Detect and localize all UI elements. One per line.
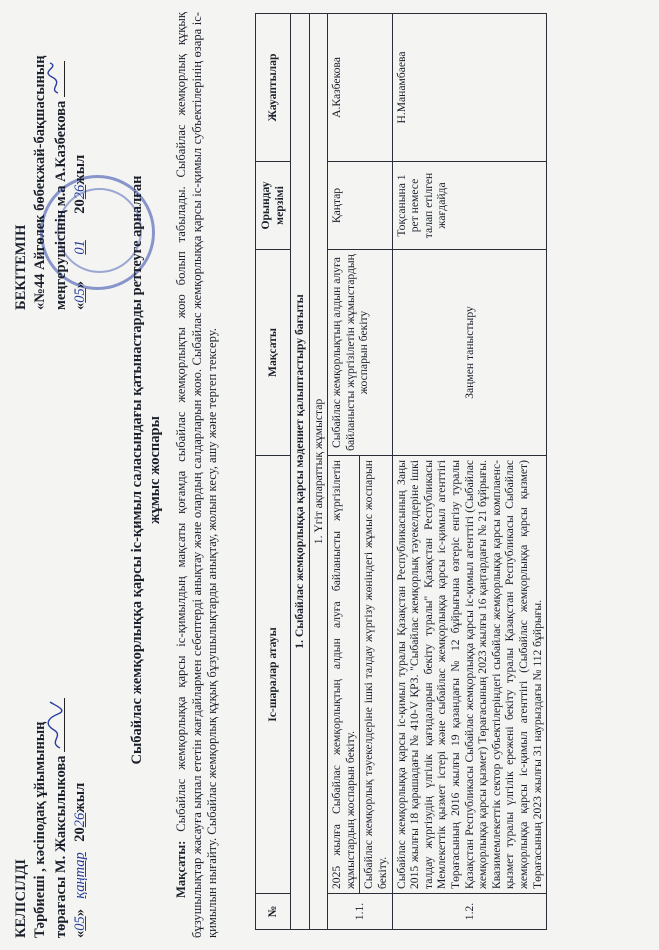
approval-right-heading: БЕКІТЕМІН — [13, 224, 29, 310]
document-title: Сыбайлас жемқорлыққа қарсы іс-қимыл саласындағы қатынастарды реттеуге арналған жұмыс жоспары — [129, 175, 163, 765]
row-responsible: А.Казбекова — [328, 14, 392, 162]
plan-table-wrap — [255, 14, 547, 930]
row-responsible: Н.Манамбаева — [392, 14, 547, 162]
row-deadline: Қаңтар — [328, 162, 392, 250]
signature-right-icon — [50, 61, 65, 97]
header-responsible: Жауаптылар — [256, 14, 291, 162]
subsection-row — [309, 14, 328, 930]
row-goal: Сыбайлас жемқорлықтың алдын алуға байланысты жүргізілетін жұмыстардың жоспарын бекіту — [328, 250, 392, 456]
table-row — [328, 14, 360, 930]
approval-left-name: М. Жаксылыкова — [53, 755, 69, 874]
row-event: Сыбайлас жемқорлық тәуекелдеріне ішкі талдау жүргізу жөніндегі жұмыс жоспарын бекіту. — [360, 456, 392, 894]
purpose-text: Сыбайлас жемқорлыққа қарсы іс-қимылдың мақсаты қоғамда сыбайлас жемқорлықты жою болып табылады. Сыбайлас жемқорлық құқық бұзушылықтар жасауға ықпал ететін жағдайлармен себептерді анықтау және олардың салдарларын жою. Сыбайлас жемқорлыққа қарсы іс-қимыл субъектілерінің өзара іс-қимылын нығайту. Сыбайлас жемқорлық құқық бұзушылықтарды анықтау, жолын кесу, ашу және тергеп тексеру. — [174, 12, 220, 938]
row-event: Сыбайлас жемқорлыққа қарсы іс-қимыл туралы Қазақстан Республикасының Заңы 2015 жылғы 18 қарашадағы № 410-V ҚРЗ. "Сыбайлас жемқорлық тәуекелдеріне ішкі талдау жүргізудің үлгілік қағидаларын бекіту туралы" Қазақстан Республикасы Мемлекеттік қызмет істері және сыбайлас жемқорлыққа қарсы іс-қимыл агенттігі Төрағасының 2016 жылғы 19 қазандағы № 12 бұйрығына өзгеріс енгізу туралы Қазақстан Республикасы Сыбайлас жемқорлыққа қарсы іс-қимыл агенттігі (Сыбайлас жемқорлыққа қарсы қызмет) Төрағасының 2023 жылғы 16 қаңтардағы № 21 бұйрығы. Квазимемлекеттік сектор субъектілеріндегі сыбайлас жемқорлыққа қарсы комплаенс-қызмет туралы үлгілік ережені бекіту туралы Қазақстан Республикасы Сыбайлас жемқорлыққа қарсы іс-қимыл агенттігі (Сыбайлас жемқорлыққа қарсы қызмет) Төрағасының 2023 жылғы 31 наурыздағы № 112 бұйрығы. — [392, 456, 547, 894]
table-header-row — [256, 14, 291, 930]
header-event: Іс-шаралар атауы — [256, 456, 291, 894]
section-title: 1. Сыбайлас жемқорлыққа қарсы мәдениет қалыптастыру бағыты — [291, 14, 310, 930]
approval-right — [12, 10, 90, 310]
section-row — [291, 14, 310, 930]
approval-left-heading: КЕЛІСІЛДІ — [13, 859, 29, 938]
table-row — [392, 14, 547, 930]
approval-left-date: «05» қаңтар 2026жыл — [72, 782, 88, 938]
purpose-paragraph — [174, 12, 221, 938]
row-event: 2025 жылға Сыбайлас жемқорлықтың алдын алуға байланысты жүргізілетін жұмыстардың жоспарын бекіту. — [328, 456, 360, 894]
header-deadline: Орындау мерзімі — [256, 162, 291, 250]
row-deadline: Тоқсанына 1 рет немесе талап етілген жағдайда — [392, 162, 547, 250]
approval-right-name: А.Казбекова — [53, 100, 69, 182]
row-number: 1.2. — [392, 894, 547, 930]
header-no: № — [256, 894, 291, 930]
row-goal: Заңмен таныстыру — [392, 250, 547, 456]
approval-right-line1: «№44 Айгөлек бөбекжай-бақшасының — [32, 55, 48, 310]
approval-left-line1: Тәрбиешi , кәсiподақ ұйымының — [32, 721, 48, 938]
header-goal: Мақсаты — [256, 250, 291, 456]
purpose-label: Мақсаты: — [174, 840, 188, 898]
signature-left-icon — [50, 698, 65, 752]
plan-table — [255, 13, 547, 930]
approval-right-line2: меңгерушісінің м.а А.Казбекова — [50, 10, 71, 310]
approval-left-line2: төрағасы М. Жаксылыкова — [50, 638, 71, 938]
approval-right-date: «05» 01 2026жыл — [72, 154, 88, 310]
subsection-title: 1. Үгіт ақпараттық жұмыстар — [309, 14, 328, 930]
row-number: 1.1. — [328, 894, 392, 930]
approval-left — [12, 638, 90, 938]
